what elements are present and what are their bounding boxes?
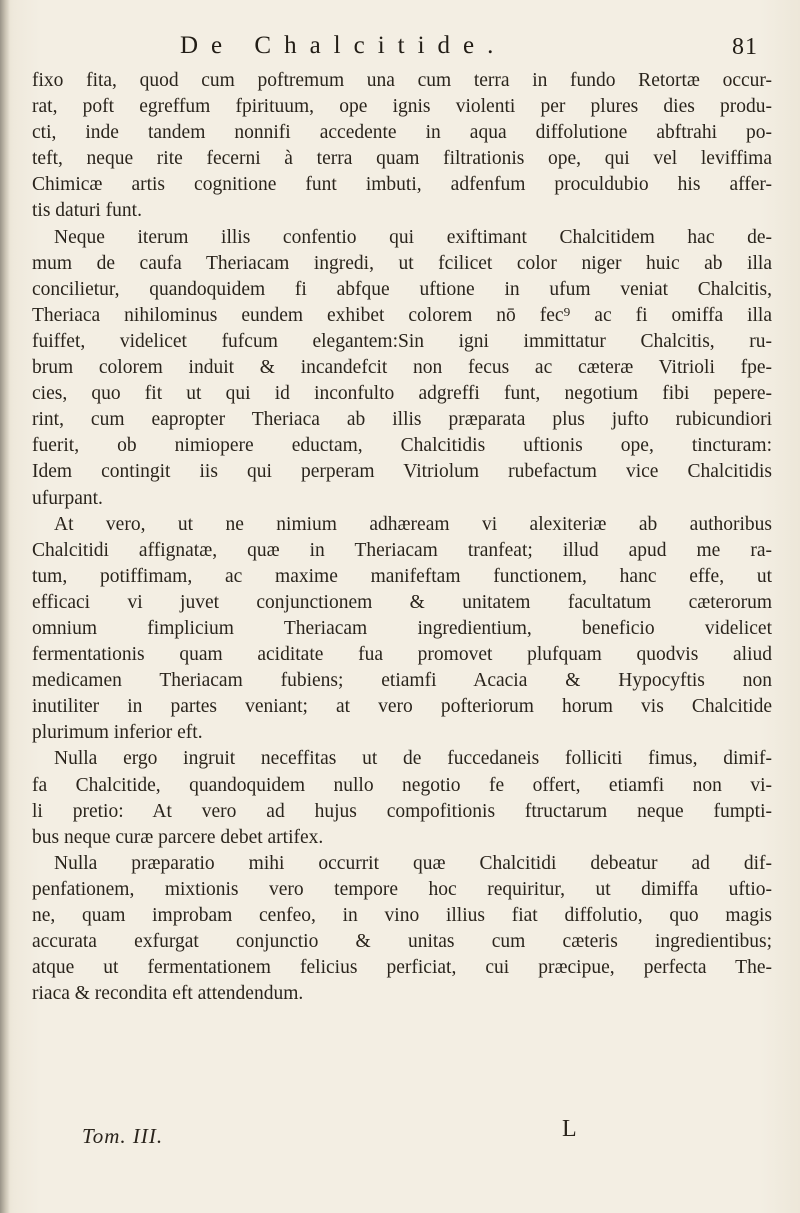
text-line: Nulla ergo ingruit neceffitas ut de fuccedaneis folliciti fimus, dimif-	[54, 748, 772, 770]
text-line: riaca & recondita eft attendendum.	[32, 983, 304, 1005]
volume-signature: Tom. III.	[82, 1124, 164, 1148]
text-line: concilietur, quandoquidem fi abfque uftione in ufum veniat Chalcitis,	[32, 278, 772, 300]
text-line: plurimum inferior eft.	[32, 722, 203, 744]
text-line: li pretio: At vero ad hujus compofitionis ftructarum neque fumpti-	[32, 800, 772, 822]
text-line: tum, potiffimam, ac maxime manifeftam functionem, hanc effe, ut	[32, 565, 772, 587]
text-line: teft, neque rite fecerni à terra quam filtrationis ope, qui vel leviffima	[32, 148, 772, 170]
page-number: 81	[732, 34, 758, 60]
text-line: bus neque curæ parcere debet artifex.	[32, 826, 324, 848]
text-line: mum de caufa Theriacam ingredi, ut fcilicet color niger huic ab illa	[32, 252, 772, 274]
running-title: De Chalcitide.	[180, 32, 507, 59]
text-line: ufurpant.	[32, 487, 103, 509]
text-line: Chalcitidi affignatæ, quæ in Theriacam tranfeat; illud apud me ra-	[32, 539, 772, 561]
text-line: omnium fimplicium Theriacam ingredientium, beneficio videlicet	[32, 617, 772, 639]
page-footer	[32, 1116, 772, 1156]
text-line: fermentationis quam aciditate fua promovet plufquam quodvis aliud	[32, 644, 772, 666]
text-line: Idem contingit iis qui perperam Vitriolum rubefactum vice Chalcitidis	[32, 461, 772, 483]
body-text	[32, 68, 772, 1007]
text-line: Chimicæ artis cognitione funt imbuti, adfenfum proculdubio his affer-	[32, 174, 772, 196]
running-head	[180, 32, 780, 66]
text-line: rint, cum eapropter Theriaca ab illis præparata plus jufto rubicundiori	[32, 409, 772, 431]
text-line: efficaci vi juvet conjunctionem & unitatem facultatum cæterorum	[32, 591, 772, 613]
text-line: inutiliter in partes veniant; at vero pofteriorum horum vis Chalcitide	[32, 696, 772, 718]
text-line: cti, inde tandem nonnifi accedente in aqua diffolutione abftrahi po-	[32, 122, 772, 144]
binding-shadow	[0, 0, 10, 1213]
text-line: fuerit, ob nimiopere eductam, Chalcitidis uftionis ope, tincturam:	[32, 435, 772, 457]
text-line: At vero, ut ne nimium adhæream vi alexiteriæ ab authoribus	[54, 513, 772, 535]
text-line: fa Chalcitide, quandoquidem nullo negotio fe offert, etiamfi non vi-	[32, 774, 772, 796]
text-line: cies, quo fit ut qui id inconfulto adgreffi funt, negotium fibi pepere-	[32, 383, 772, 405]
text-line: tis daturi funt.	[32, 200, 142, 222]
text-line: fixo fita, quod cum poftremum una cum terra in fundo Retortæ occur-	[32, 70, 772, 91]
text-line: accurata exfurgat conjunctio & unitas cum cæteris ingredientibus;	[32, 931, 772, 953]
text-line: penfationem, mixtionis vero tempore hoc requiritur, ut dimiffa uftio-	[32, 878, 772, 900]
text-line: Nulla præparatio mihi occurrit quæ Chalcitidi debeatur ad dif-	[54, 852, 772, 874]
signature-mark: L	[562, 1116, 577, 1142]
text-line: medicamen Theriacam fubiens; etiamfi Acacia & Hypocyftis non	[32, 670, 772, 692]
text-line: brum colorem induit & incandefcit non fecus ac cæteræ Vitrioli fpe-	[32, 357, 772, 379]
text-line: ne, quam improbam cenfeo, in vino illius fiat diffolutio, quo magis	[32, 905, 772, 926]
text-line: Theriaca nihilominus eundem exhibet colorem nō fec⁹ ac fi omiffa illa	[32, 304, 772, 326]
text-line: rat, poft egreffum fpirituum, ope ignis violenti per plures dies produ-	[32, 96, 772, 118]
text-line: fuiffet, videlicet fufcum elegantem:Sin igni immittatur Chalcitis, ru-	[32, 330, 772, 352]
text-line: Neque iterum illis confentio qui exiftimant Chalcitidem hac de-	[54, 226, 772, 248]
text-line: atque ut fermentationem felicius perficiat, cui præcipue, perfecta The-	[32, 957, 772, 979]
